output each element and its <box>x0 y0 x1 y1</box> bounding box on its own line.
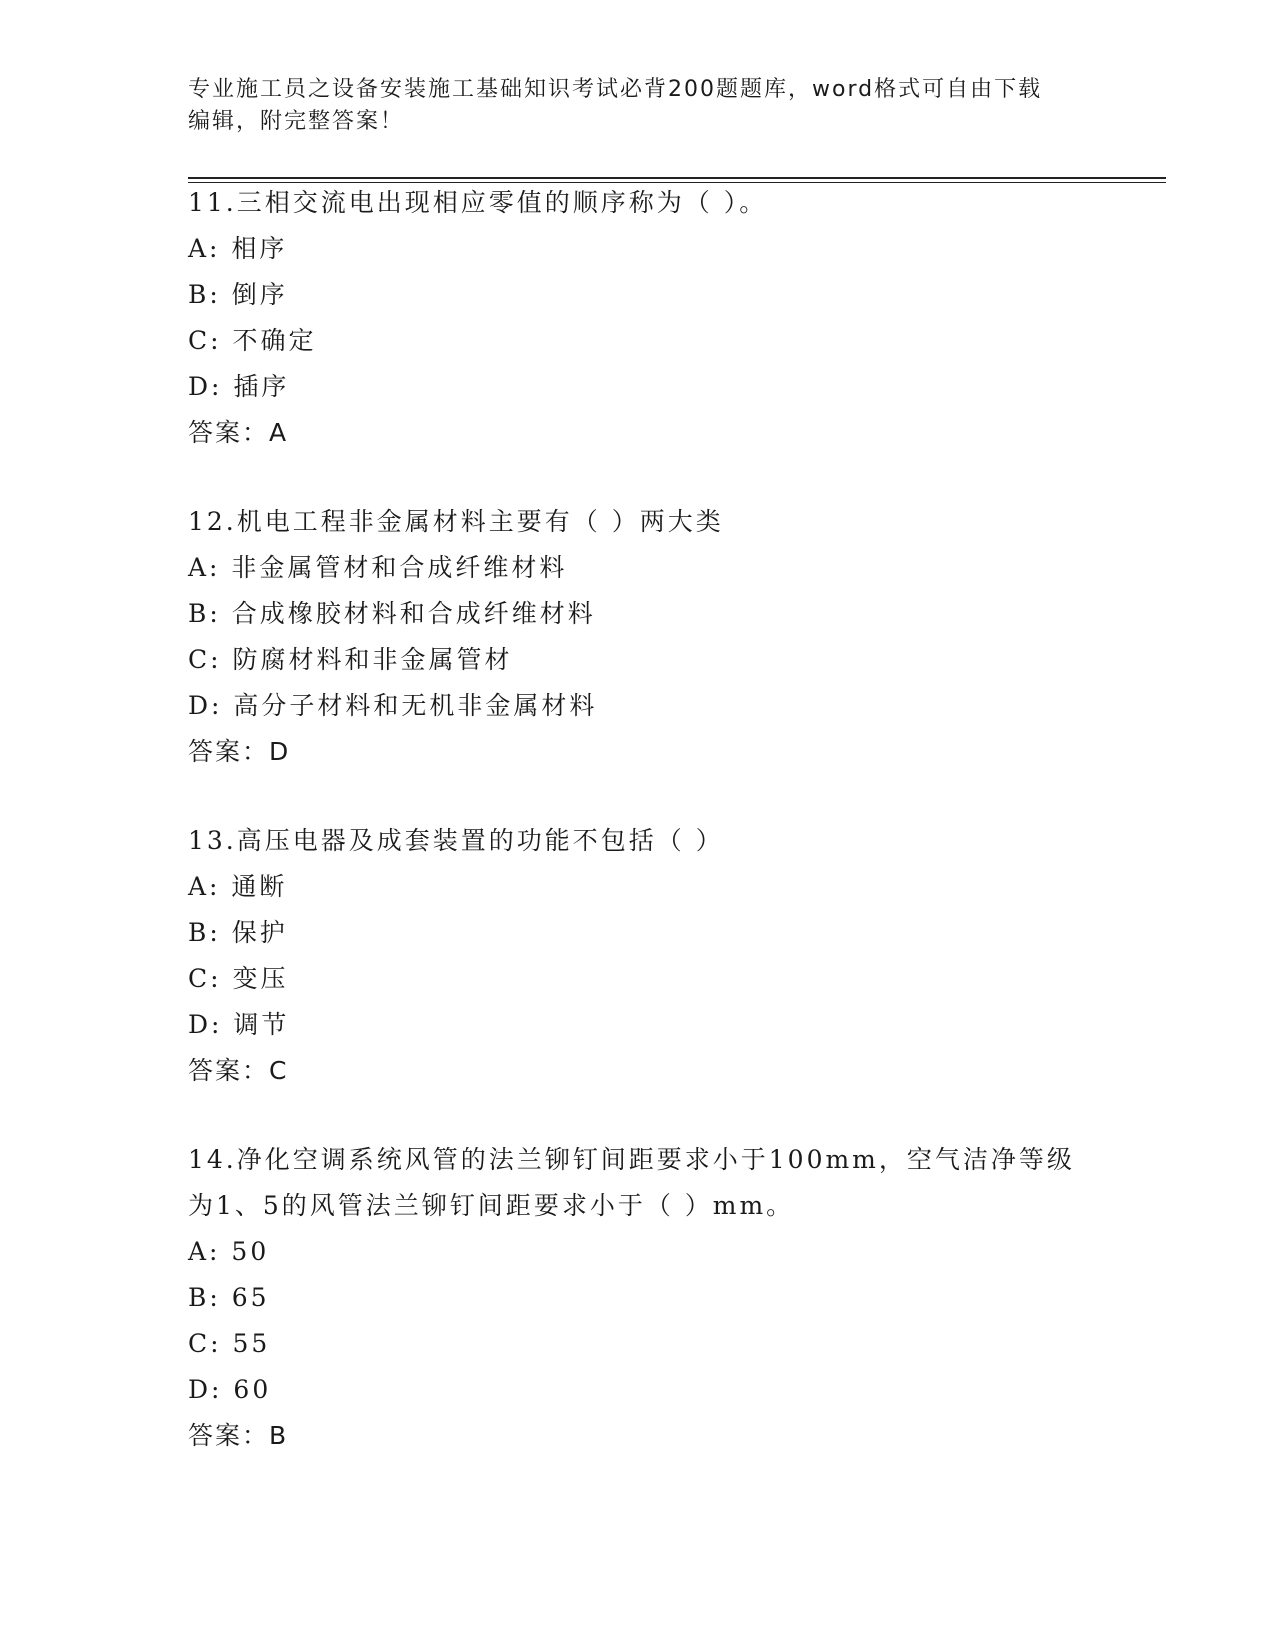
option-a: A: 非金属管材和合成纤维材料 <box>188 553 568 582</box>
answer: 答案：D <box>188 737 291 766</box>
header-line-1: 专业施工员之设备安装施工基础知识考试必背200题题库，word格式可自由下载 <box>188 77 1043 102</box>
question-11 <box>188 180 1166 456</box>
option-d: D: 高分子材料和无机非金属材料 <box>188 691 598 720</box>
document-header <box>188 74 1088 138</box>
answer: 答案：A <box>188 418 289 447</box>
question-stem-line-1: 14.净化空调系统风管的法兰铆钉间距要求小于100mm，空气洁净等级 <box>188 1145 1075 1174</box>
option-c: C: 变压 <box>188 964 289 993</box>
question-stem: 13.高压电器及成套装置的功能不包括（ ） <box>188 826 724 855</box>
option-b: B: 保护 <box>188 918 288 947</box>
question-stem-line-2: 为1、5的风管法兰铆钉间距要求小于（ ）mm。 <box>188 1191 795 1220</box>
question-stem: 12.机电工程非金属材料主要有（ ）两大类 <box>188 507 724 536</box>
option-c: C: 55 <box>188 1329 271 1358</box>
question-12 <box>188 499 1166 775</box>
option-a: A: 50 <box>188 1237 270 1266</box>
option-b: B: 65 <box>188 1283 270 1312</box>
option-b: B: 倒序 <box>188 280 288 309</box>
question-13 <box>188 818 1166 1094</box>
option-c: C: 防腐材料和非金属管材 <box>188 645 513 674</box>
option-a: A: 相序 <box>188 234 288 263</box>
question-14 <box>188 1137 1166 1459</box>
option-d: D: 60 <box>188 1375 272 1404</box>
answer: 答案：C <box>188 1056 289 1085</box>
option-d: D: 调节 <box>188 1010 290 1039</box>
option-d: D: 插序 <box>188 372 290 401</box>
question-stem: 11.三相交流电出现相应零值的顺序称为（ ）。 <box>188 188 768 217</box>
answer: 答案：B <box>188 1421 289 1450</box>
option-c: C: 不确定 <box>188 326 317 355</box>
option-b: B: 合成橡胶材料和合成纤维材料 <box>188 599 596 628</box>
header-line-2: 编辑，附完整答案！ <box>188 109 405 134</box>
option-a: A: 通断 <box>188 872 288 901</box>
